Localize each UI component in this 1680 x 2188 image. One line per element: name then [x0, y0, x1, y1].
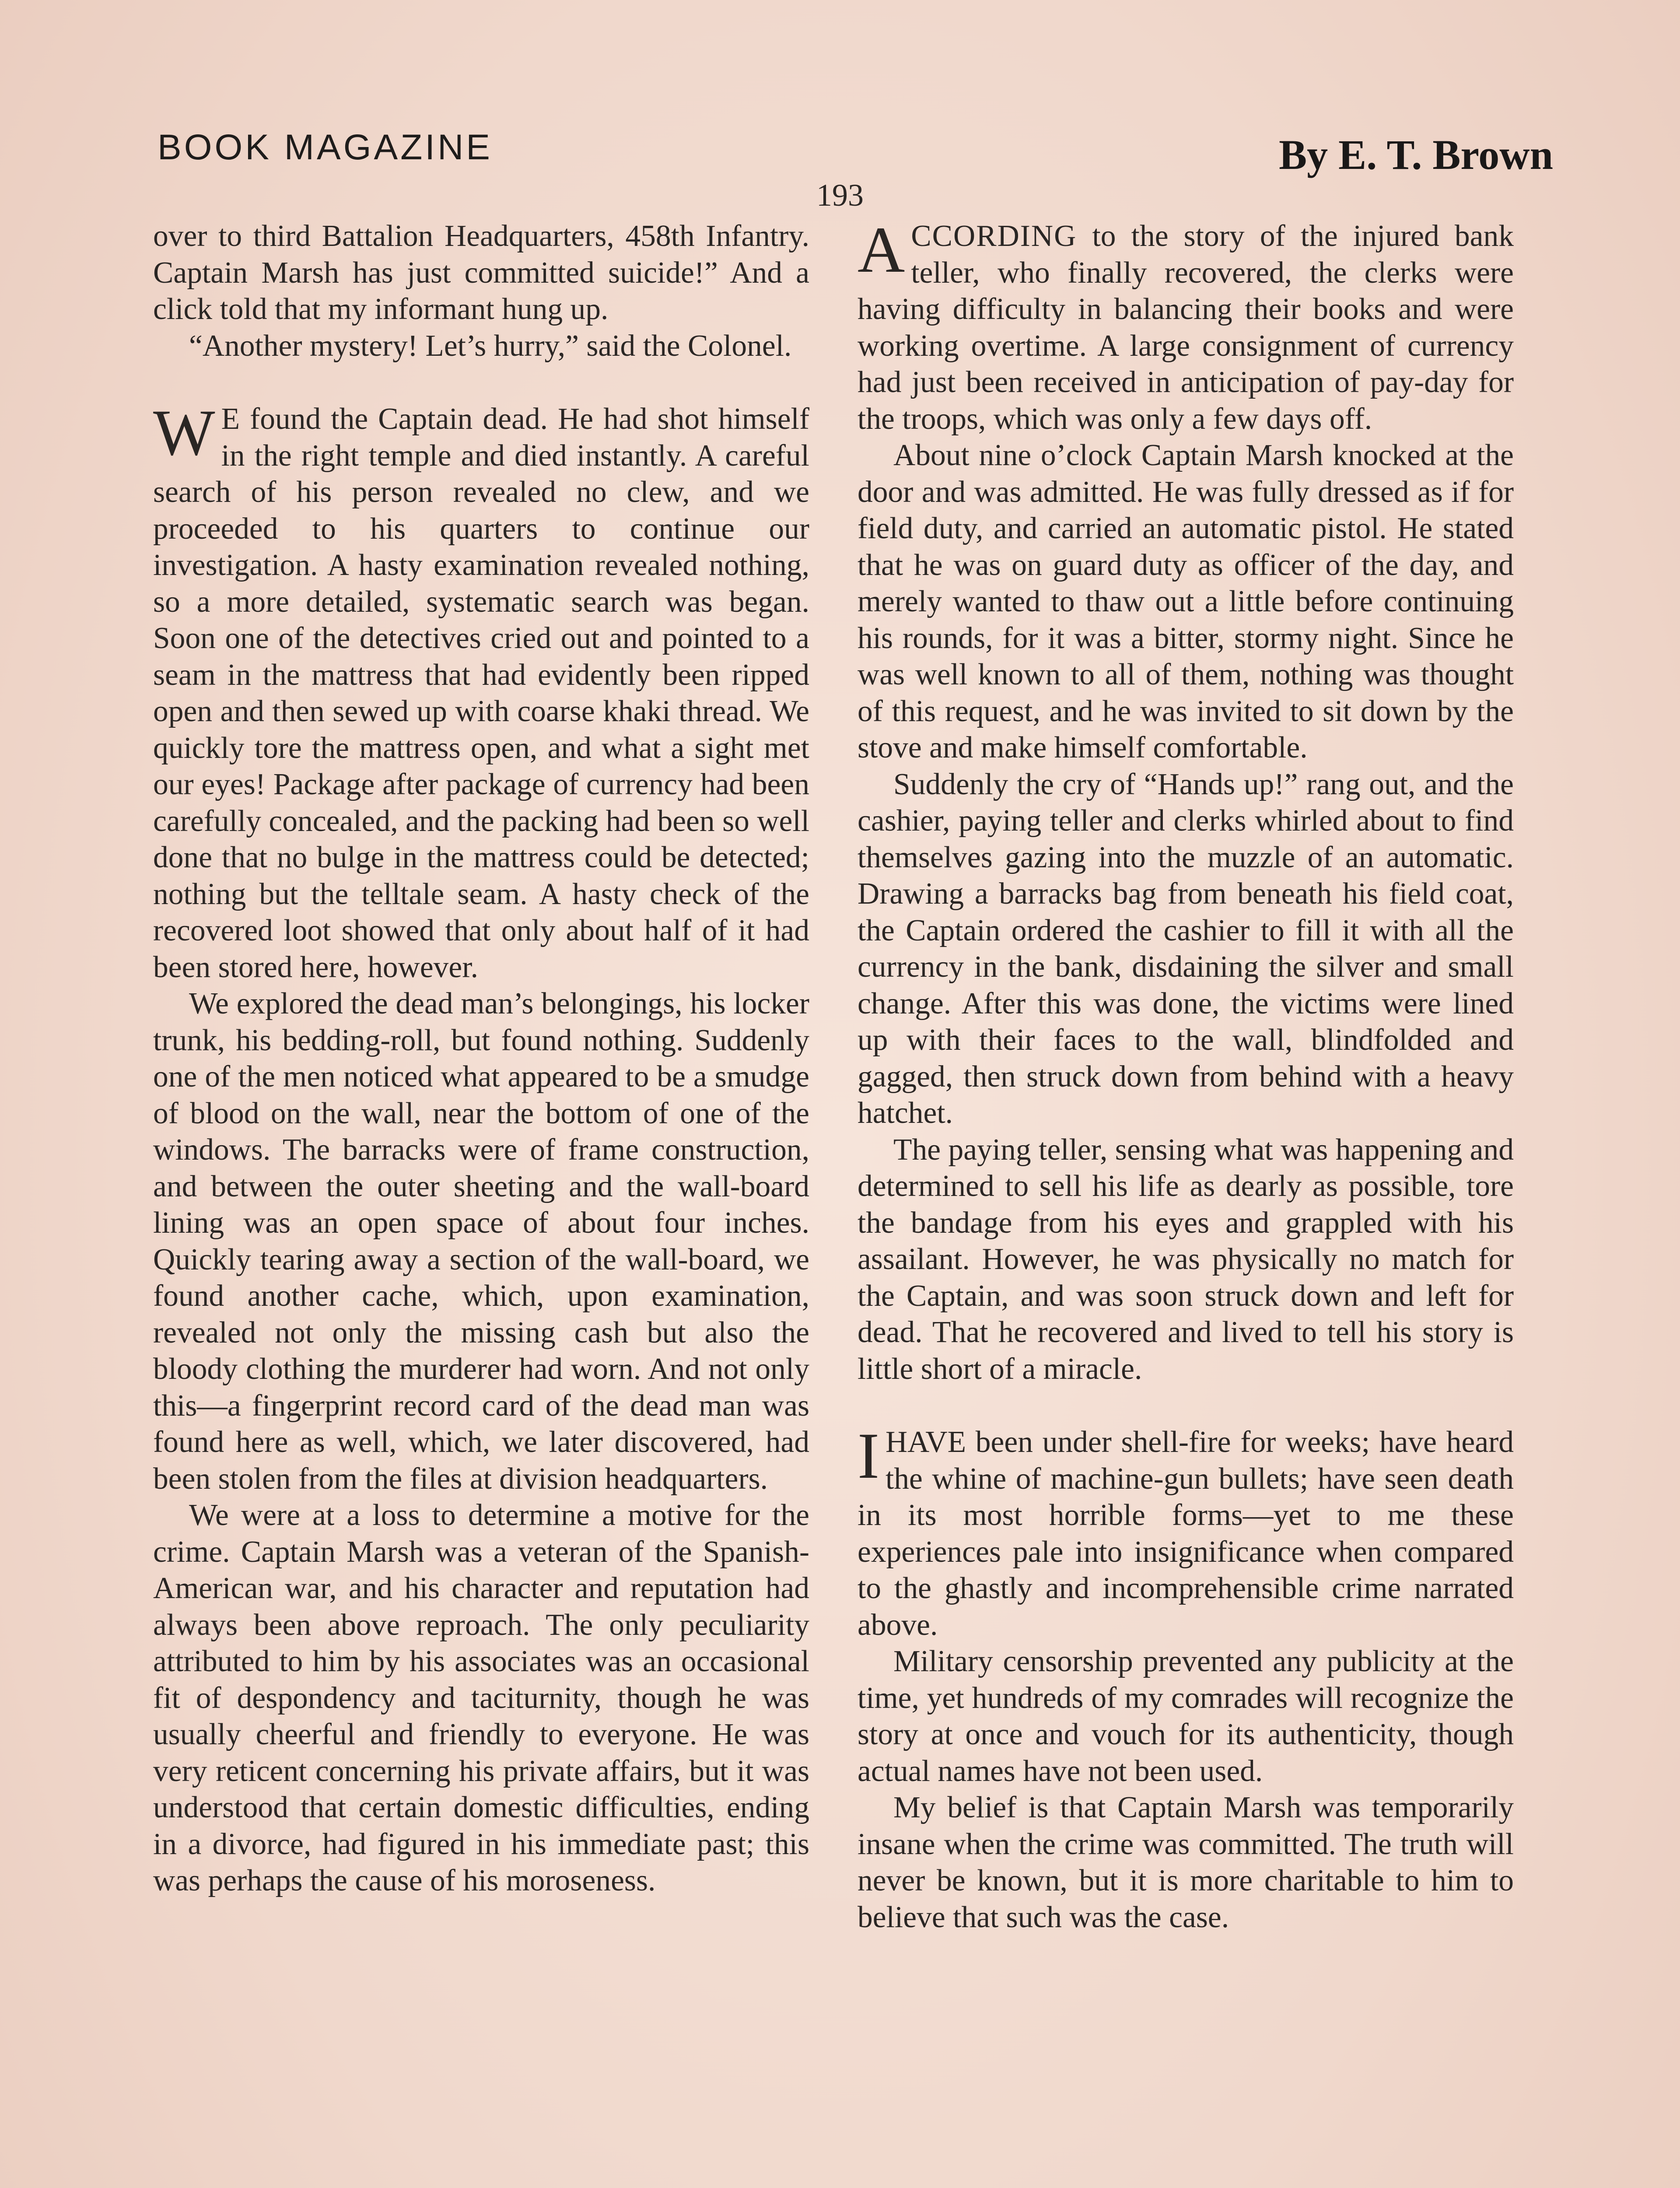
section-paragraph: [153, 396, 809, 985]
drop-cap: W: [153, 396, 215, 469]
section-paragraph: [858, 214, 1514, 437]
magazine-title: BOOK MAGAZINE: [158, 127, 493, 167]
paragraph-text: to the story of the injured bank teller, who finally recovered, the clerks were having difficulty in balancing their books and were working overtime. A large consignment of currency had just been received in anticipation of pay-day for the troops, which was only a few days off.: [858, 219, 1514, 436]
paragraph: My belief is that Captain Marsh was temporarily insane when the crime was committed. The truth will never be known, but it is more charitable to him to believe that such was the case.: [858, 1791, 1514, 1934]
drop-cap: I: [858, 1420, 879, 1492]
paragraph: About nine o’clock Captain Marsh knocked at the door and was admitted. He was fully dressed as if for field duty, and carried an automatic pistol. He stated that he was on guard duty as officer of the day, and merely wanted to thaw out a little before continuing his rounds, for it was a bitter, stormy night. Since he was well known to all of them, nothing was thought of this request, and he was invited to sit down by the stove and make himself comfortable.: [858, 438, 1514, 764]
left-column: [153, 218, 809, 1899]
paragraph: Suddenly the cry of “Hands up!” rang out, and the cashier, paying teller and clerks whirled about to find themselves gazing into the muzzle of an automatic. Drawing a barracks bag from beneath his field coat, the Captain ordered the cashier to fill it with all the currency in the bank, disdaining the silver and small change. After this was done, the victims were lined up with their faces to the wall, blindfolded and gagged, then struck down from behind with a heavy hatchet.: [858, 767, 1514, 1130]
section-paragraph: [858, 1420, 1514, 1643]
right-column: [858, 214, 1514, 1936]
paragraph-text: HAVE been under shell-fire for weeks; have heard the whine of machine-gun bullets; have seen death in its most horrible forms—yet to me these experiences pale into insignificance when compared to the ghastly and incomprehensible crime narrated above.: [858, 1425, 1514, 1642]
lead-word: CCORDING: [911, 219, 1077, 253]
paragraph: We were at a loss to determine a motive for the crime. Captain Marsh was a veteran of the Spanish-American war, and his character and reputation had always been above reproach. The only peculiarity attributed to him by his associates was an occasional fit of despondency and taciturnity, though he was usually cheerful and friendly to everyone. He was very reticent concerning his private affairs, but it was understood that certain domestic difficulties, ending in a divorce, had figured in his immediate past; this was perhaps the cause of his moroseness.: [153, 1498, 809, 1897]
page-header: [158, 127, 1553, 184]
paragraph-text: E found the Captain dead. He had shot himself in the right temple and died instantly. A careful search of his person revealed no clew, and we proceeded to his quarters to continue our investigation. A hasty examination revealed nothing, so a more detailed, systematic search was began. Soon one of the detectives cried out and pointed to a seam in the mattress that had evidently been ripped open and then sewed up with coarse khaki thread. We quickly tore the mattress open, and what a sight met our eyes! Package after package of currency had been carefully concealed, and the packing had been so well done that no bulge in the mattress could be detected; nothing but the telltale seam. A hasty check of the recovered loot showed that only about half of it had been stored here, however.: [153, 402, 809, 984]
paragraph: The paying teller, sensing what was happening and determined to sell his life as dearly as possible, tore the bandage from his eyes and grappled with his assailant. However, he was physically no match for the Captain, and was soon struck down and left for dead. That he recovered and lived to tell his story is little short of a miracle.: [858, 1133, 1514, 1386]
paragraph: over to third Battalion Headquarters, 458th Infantry. Captain Marsh has just committed suicide!” And a click told that my informant hung up.: [153, 219, 809, 326]
author-byline: By E. T. Brown: [1279, 131, 1553, 178]
paragraph: “Another mystery! Let’s hurry,” said the Colonel.: [189, 329, 792, 363]
page-number: 193: [816, 178, 864, 213]
drop-cap: A: [858, 214, 905, 286]
paragraph: We explored the dead man’s belongings, his locker trunk, his bedding-roll, but found nothing. Suddenly one of the men noticed what appeared to be a smudge of blood on the wall, near the bottom of one of the windows. The barracks were of frame construction, and between the outer sheeting and the wall-board lining was an open space of about four inches. Quickly tearing away a section of the wall-board, we found another cache, which, upon examination, revealed not only the missing cash but also the bloody clothing the murderer had worn. And not only this—a fingerprint record card of the dead man was found here as well, which, we later discovered, had been stolen from the files at division headquarters.: [153, 987, 809, 1496]
paragraph: Military censorship prevented any publicity at the time, yet hundreds of my comrades will recognize the story at once and vouch for its authenticity, though actual names have not been used.: [858, 1645, 1514, 1788]
